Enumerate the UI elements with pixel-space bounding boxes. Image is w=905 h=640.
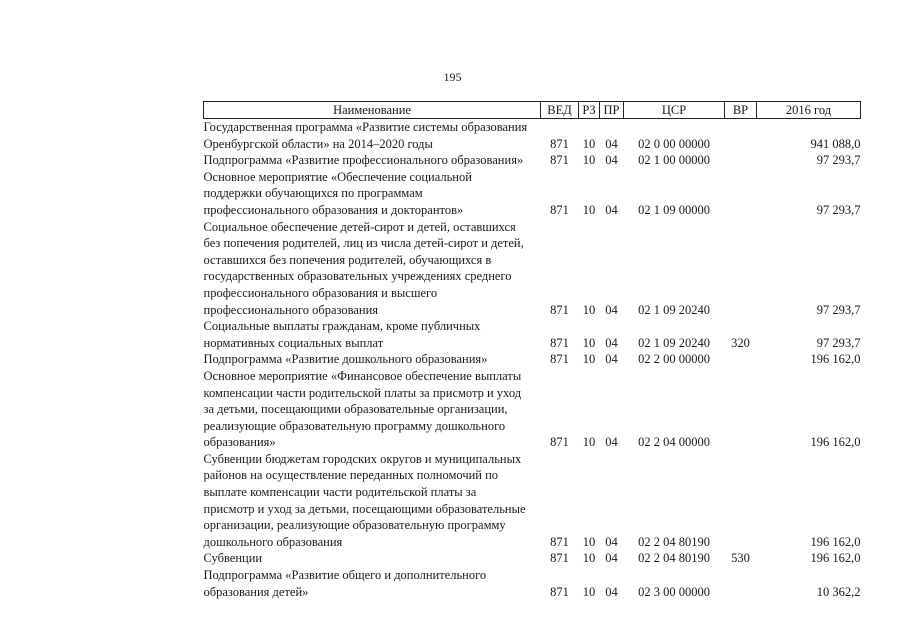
row-vr <box>725 351 757 368</box>
row-ved: 871 <box>550 584 569 599</box>
row-vr <box>725 152 757 169</box>
row-rz: 10 <box>582 202 596 217</box>
row-vr <box>725 368 757 451</box>
row-vr <box>725 169 757 219</box>
row-name-line: без попечения родителей, лиц из числа детей-сирот и детей, <box>203 236 524 251</box>
table-header <box>204 102 861 119</box>
row-amount: 196 162,0 <box>810 551 861 566</box>
row-name-line: профессионального образования <box>203 302 379 317</box>
row-name-line: районов на осуществление переданных полномочий по <box>203 468 499 483</box>
row-name-line: выплате компенсации части родительской платы за <box>203 485 477 500</box>
row-name-line: Оренбургской области» на 2014–2020 годы <box>203 136 433 151</box>
row-name-line: образования детей» <box>203 584 309 599</box>
table-row <box>204 219 861 319</box>
table-row <box>204 169 861 219</box>
row-pr: 04 <box>605 153 618 168</box>
row-ved: 871 <box>550 202 569 217</box>
row-ved: 871 <box>550 534 569 549</box>
row-name-line: за детьми, посещающими образовательные организации, <box>203 402 508 417</box>
row-pr: 04 <box>605 136 618 151</box>
header-row <box>204 102 861 119</box>
row-ved: 871 <box>550 551 569 566</box>
row-name-line: дошкольного образования <box>203 534 343 549</box>
table-row <box>204 550 861 567</box>
header-csr: ЦСР <box>624 102 725 119</box>
row-name-line: Субвенции <box>203 551 263 566</box>
table-body <box>204 119 861 601</box>
row-name-line: организации, реализующие образовательную программу <box>203 518 506 533</box>
row-pr: 04 <box>605 551 618 566</box>
row-csr: 02 2 04 80190 <box>638 534 710 549</box>
budget-table <box>203 101 861 600</box>
row-name-line: Основное мероприятие «Финансовое обеспечение выплаты <box>203 368 522 383</box>
row-csr: 02 1 00 00000 <box>638 153 710 168</box>
row-vr <box>725 567 757 600</box>
row-amount: 196 162,0 <box>810 352 861 367</box>
header-ved: ВЕД <box>541 102 579 119</box>
row-name <box>204 119 541 153</box>
row-name-line: реализующие образовательную программу дошкольного <box>203 418 506 433</box>
row-name <box>204 550 541 567</box>
row-name-line: Социальные выплаты гражданам, кроме публичных <box>203 319 481 334</box>
row-amount: 97 293,7 <box>816 153 861 168</box>
row-name-line: профессионального образования и высшего <box>203 285 438 300</box>
row-name <box>204 219 541 319</box>
row-csr: 02 3 00 00000 <box>638 584 710 599</box>
row-csr: 02 2 04 00000 <box>638 435 710 450</box>
row-amount: 196 162,0 <box>810 435 861 450</box>
row-name-line: компенсации части родительской платы за присмотр и уход <box>203 385 522 400</box>
row-csr: 02 2 04 80190 <box>638 551 710 566</box>
row-csr: 02 1 09 00000 <box>638 202 710 217</box>
row-ved: 871 <box>550 335 569 350</box>
header-name: Наименование <box>204 102 541 119</box>
row-pr: 04 <box>605 302 618 317</box>
row-rz: 10 <box>582 302 596 317</box>
row-amount: 941 088,0 <box>810 136 861 151</box>
table-row <box>204 368 861 451</box>
header-year: 2016 год <box>757 102 861 119</box>
row-name-line: Субвенции бюджетам городских округов и муниципальных <box>203 451 522 466</box>
row-pr: 04 <box>605 202 618 217</box>
row-name-line: Подпрограмма «Развитие общего и дополнительного <box>203 568 487 583</box>
page-number: 195 <box>443 70 462 84</box>
table-row <box>204 451 861 551</box>
row-name-line: профессионального образования и докторантов» <box>203 202 464 217</box>
header-vr: ВР <box>725 102 757 119</box>
row-amount: 10 362,2 <box>816 584 861 599</box>
row-vr: 530 <box>731 551 750 566</box>
header-pr: ПР <box>600 102 624 119</box>
row-vr <box>725 219 757 319</box>
row-name <box>204 169 541 219</box>
row-name-line: присмотр и уход за детьми, посещающими образовательные <box>203 501 526 516</box>
row-name <box>204 351 541 368</box>
row-csr: 02 1 09 20240 <box>638 335 710 350</box>
row-rz: 10 <box>582 335 596 350</box>
row-amount: 196 162,0 <box>810 534 861 549</box>
row-pr: 04 <box>605 352 618 367</box>
row-pr: 04 <box>605 584 618 599</box>
row-name-line: Подпрограмма «Развитие дошкольного образования» <box>203 352 488 367</box>
row-amount: 97 293,7 <box>816 202 861 217</box>
row-name-line: Социальное обеспечение детей-сирот и детей, оставшихся <box>203 219 516 234</box>
row-name-line: Подпрограмма «Развитие профессионального образования» <box>203 153 524 168</box>
row-csr: 02 1 09 20240 <box>638 302 710 317</box>
row-pr: 04 <box>605 534 618 549</box>
row-rz: 10 <box>582 534 596 549</box>
row-ved: 871 <box>550 435 569 450</box>
row-name <box>204 152 541 169</box>
row-name-line: нормативных социальных выплат <box>203 335 384 350</box>
row-rz: 10 <box>582 551 596 566</box>
row-name <box>204 567 541 600</box>
row-vr <box>725 119 757 153</box>
row-csr: 02 0 00 00000 <box>638 136 710 151</box>
row-name-line: поддержки обучающихся по программам <box>203 186 423 201</box>
row-ved: 871 <box>550 136 569 151</box>
table-row <box>204 567 861 600</box>
row-rz: 10 <box>582 153 596 168</box>
row-name-line: государственных образовательных учреждениях среднего <box>203 269 512 284</box>
row-amount: 97 293,7 <box>816 335 861 350</box>
row-ved: 871 <box>550 153 569 168</box>
row-csr: 02 2 00 00000 <box>638 352 710 367</box>
row-ved: 871 <box>550 352 569 367</box>
row-pr: 04 <box>605 335 618 350</box>
row-name <box>204 368 541 451</box>
row-name-line: Государственная программа «Развитие системы образования <box>203 120 528 134</box>
table-row <box>204 318 861 351</box>
row-amount: 97 293,7 <box>816 302 861 317</box>
row-pr: 04 <box>605 435 618 450</box>
row-rz: 10 <box>582 435 596 450</box>
row-name-line: Основное мероприятие «Обеспечение социальной <box>203 169 472 184</box>
table-row <box>204 152 861 169</box>
row-name-line: образования» <box>203 435 276 450</box>
row-vr <box>725 451 757 551</box>
row-name <box>204 451 541 551</box>
table-row <box>204 351 861 368</box>
row-vr: 320 <box>731 335 750 350</box>
row-rz: 10 <box>582 136 596 151</box>
row-rz: 10 <box>582 584 596 599</box>
row-name <box>204 318 541 351</box>
row-name-line: оставшихся без попечения родителей, обучающихся в <box>203 252 492 267</box>
table-row <box>204 119 861 153</box>
row-rz: 10 <box>582 352 596 367</box>
row-ved: 871 <box>550 302 569 317</box>
header-rz: РЗ <box>579 102 600 119</box>
